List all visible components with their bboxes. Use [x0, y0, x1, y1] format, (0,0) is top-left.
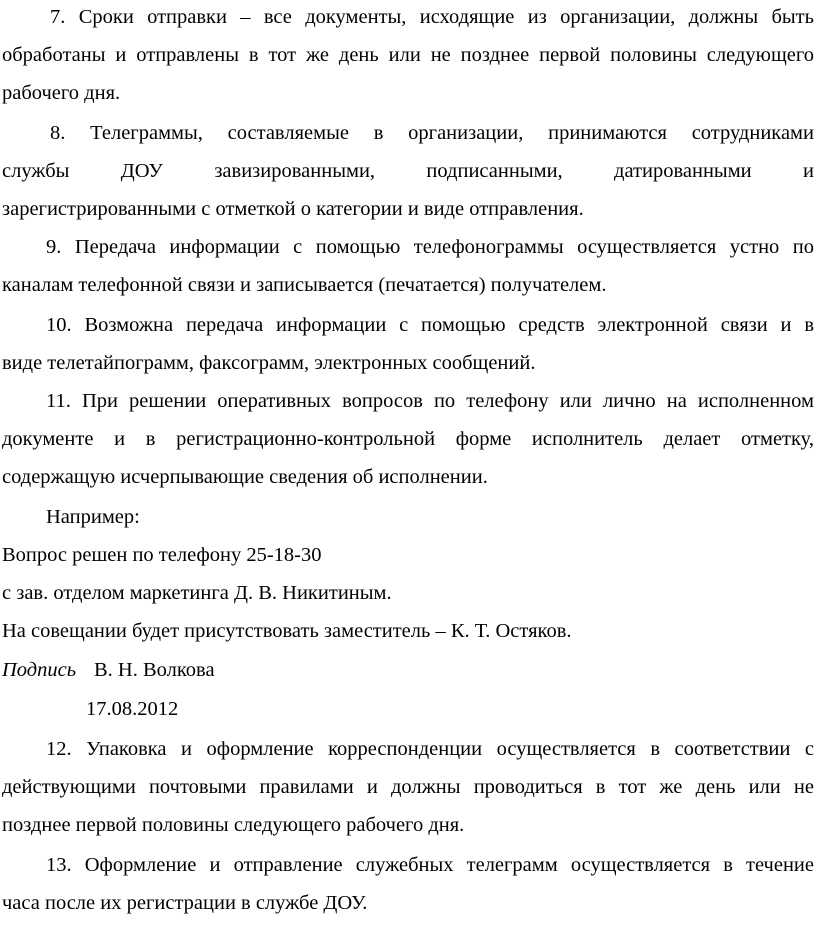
- example-line-3: На совещании будет присутствовать заместитель – К. Т. Остяков.: [2, 620, 572, 642]
- example-label: Например:: [46, 506, 140, 528]
- paragraph-12-line-3: позднее первой половины следующего рабочего дня.: [2, 814, 465, 836]
- paragraph-12-line-1: 12. Упаковка и оформление корреспонденции осуществляется в соответствии с: [46, 738, 814, 760]
- paragraph-8-line-1: 8. Телеграммы, составляемые в организации, принимаются сотрудниками: [50, 122, 814, 144]
- paragraph-13-line-2: часа после их регистрации в службе ДОУ.: [2, 892, 368, 914]
- paragraph-13-line-1: 13. Оформление и отправление служебных телеграмм осуществляется в течение: [46, 854, 814, 876]
- paragraph-9-line-2: каналам телефонной связи и записывается (печатается) получателем.: [2, 274, 607, 296]
- paragraph-9-line-1: 9. Передача информации с помощью телефонограммы осуществляется устно по: [46, 236, 814, 258]
- signature-date: 17.08.2012: [86, 698, 179, 720]
- paragraph-10-line-2: виде телетайпограмм, факсограмм, электронных сообщений.: [2, 352, 536, 374]
- paragraph-8-line-3: зарегистрированными с отметкой о категории и виде отправления.: [2, 198, 584, 220]
- paragraph-7-line-3: рабочего дня.: [2, 82, 121, 104]
- paragraph-11-line-2: документе и в регистрационно-контрольной форме исполнитель делает отметку,: [2, 428, 814, 450]
- paragraph-10-line-1: 10. Возможна передача информации с помощью средств электронной связи и в: [46, 314, 814, 336]
- example-line-2: с зав. отделом маркетинга Д. В. Никитиным.: [2, 582, 392, 604]
- signature-label: Подпись: [2, 659, 77, 681]
- paragraph-7-line-1: 7. Сроки отправки – все документы, исходящие из организации, должны быть: [50, 6, 814, 28]
- paragraph-8-line-2: службы ДОУ завизированными, подписанными, датированными и: [2, 160, 814, 182]
- paragraph-7-line-2: обработаны и отправлены в тот же день или не позднее первой половины следующего: [2, 44, 814, 66]
- paragraph-11-line-3: содержащую исчерпывающие сведения об исполнении.: [2, 466, 488, 488]
- signature-name: В. Н. Волкова: [94, 659, 215, 681]
- paragraph-12-line-2: действующими почтовыми правилами и должны проводиться в тот же день или не: [2, 776, 814, 798]
- paragraph-11-line-1: 11. При решении оперативных вопросов по телефону или лично на исполненном: [46, 390, 814, 412]
- example-line-1: Вопрос решен по телефону 25-18-30: [2, 544, 322, 566]
